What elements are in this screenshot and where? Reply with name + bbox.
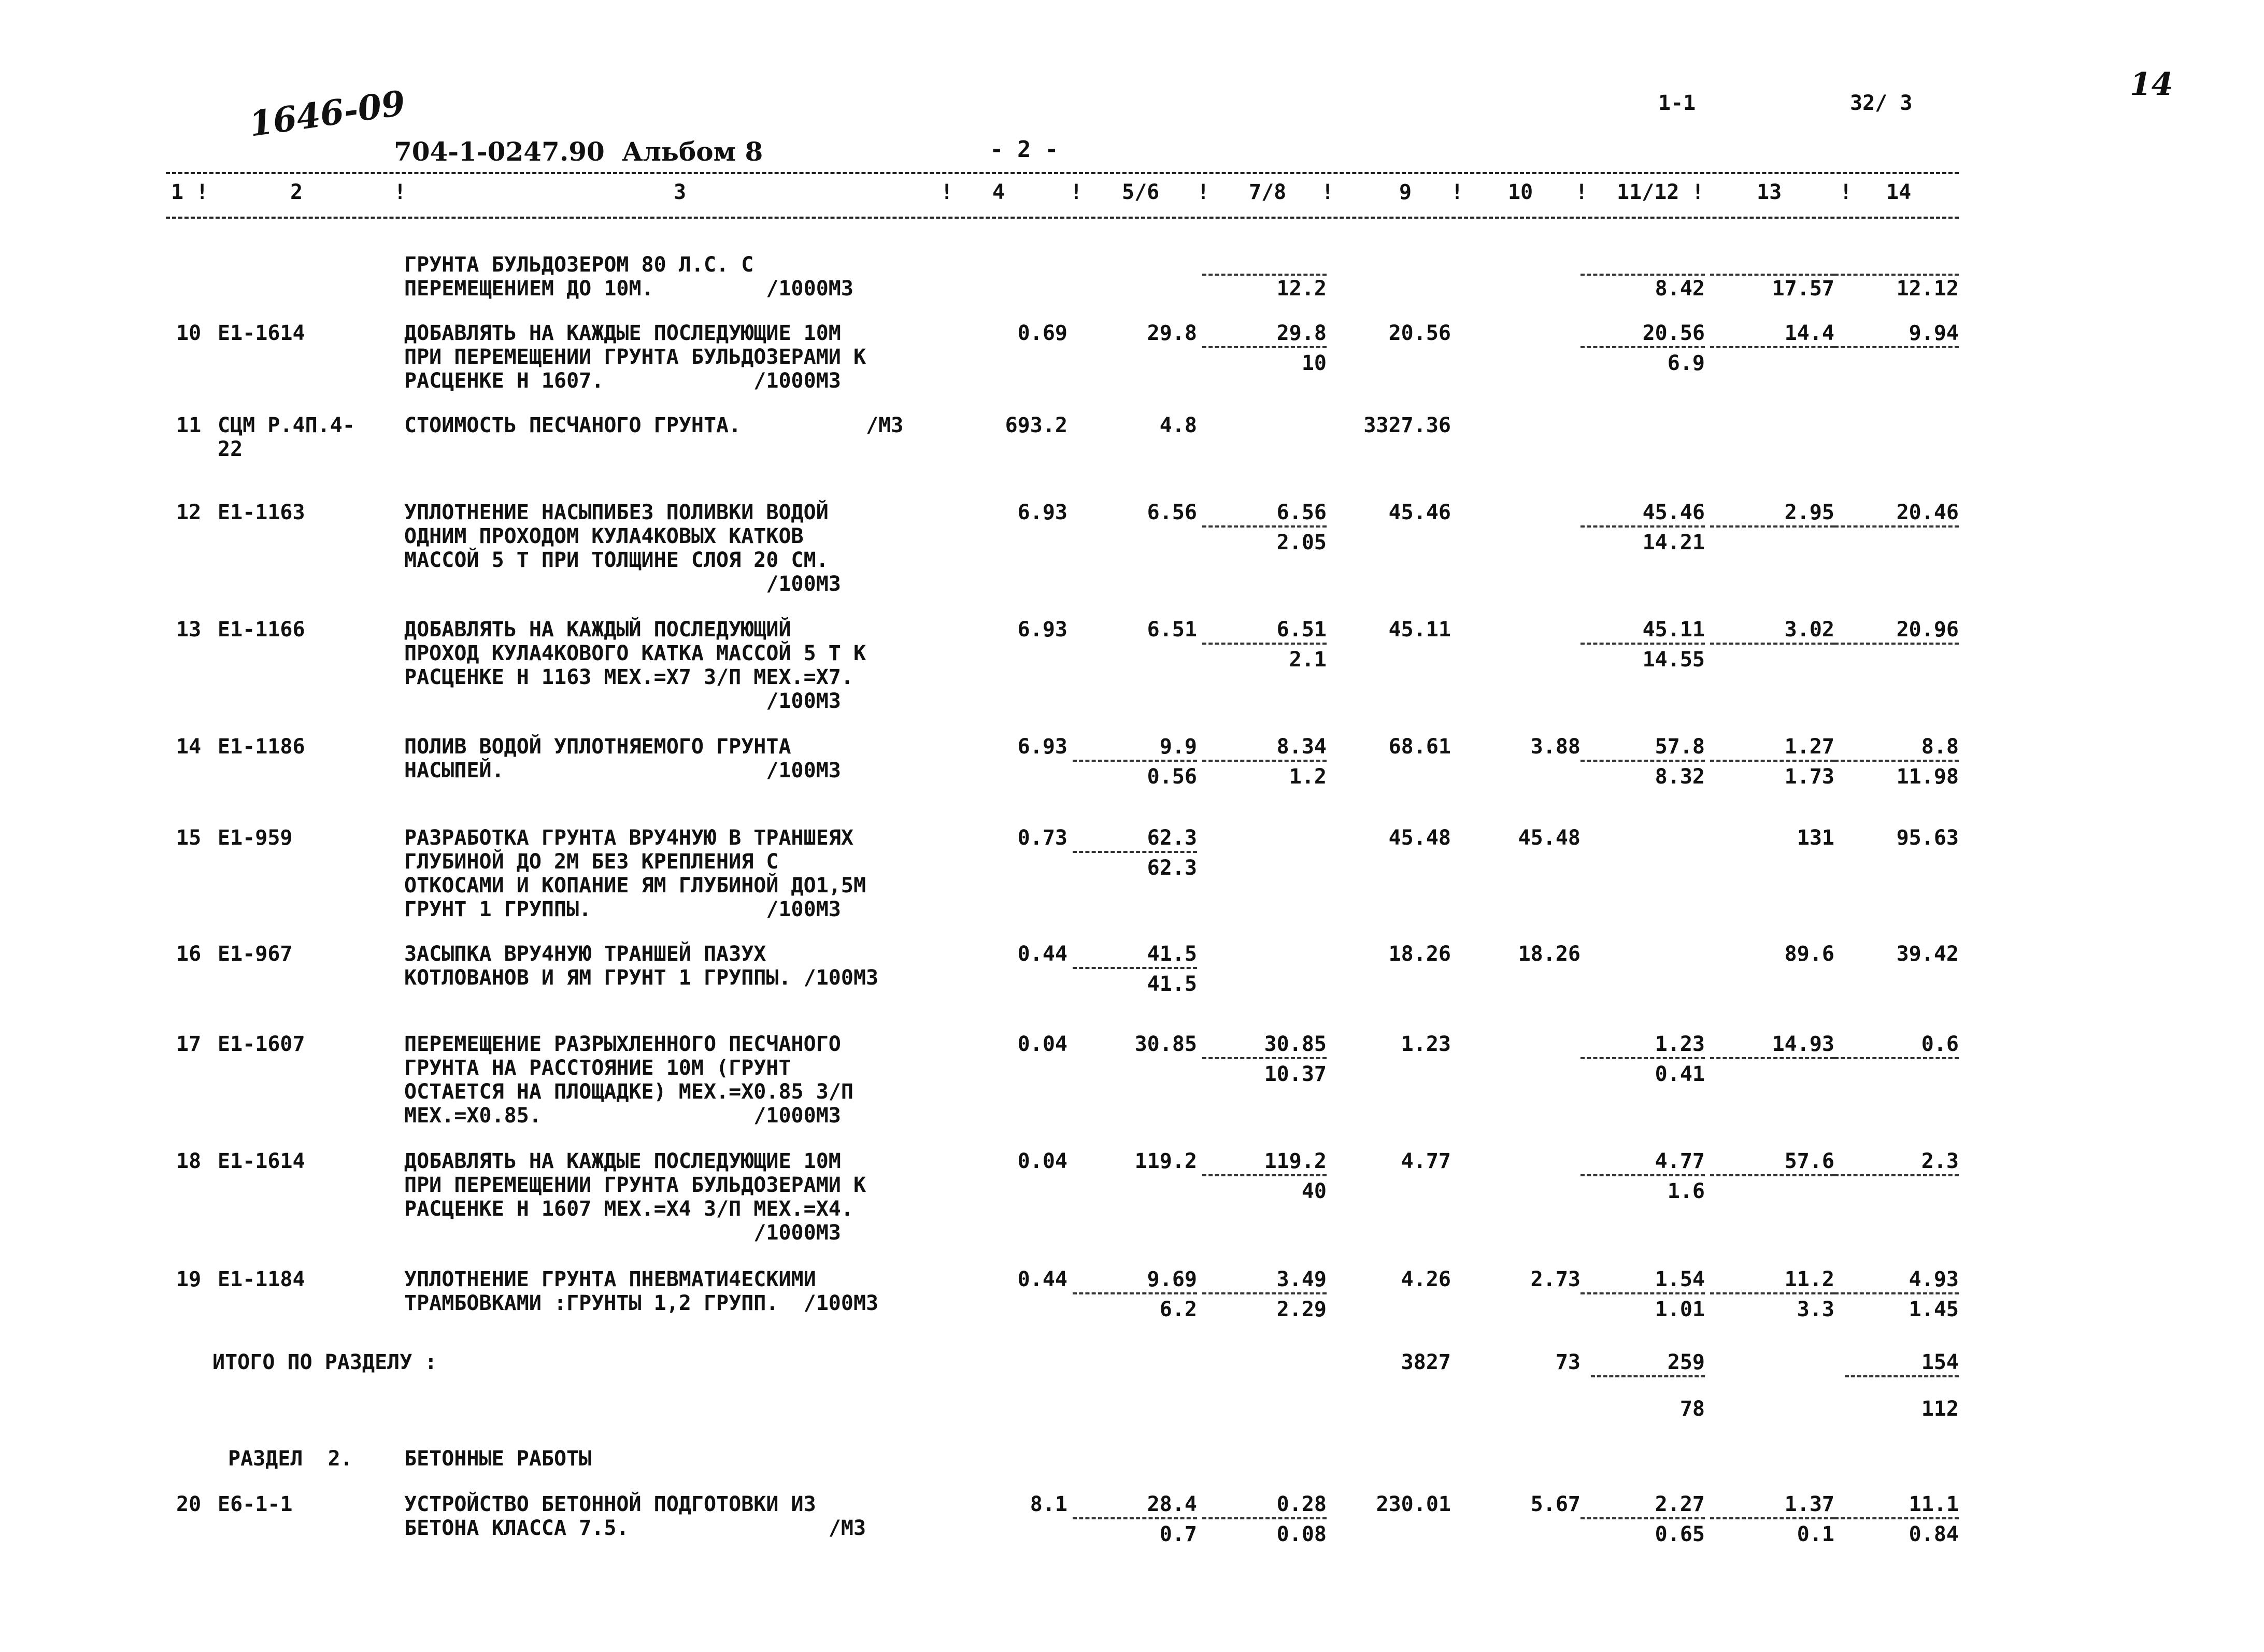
value-c56: 62.3 [1147, 826, 1197, 850]
fraction-line [1834, 1292, 1959, 1294]
column-separator: ! [1321, 180, 1334, 204]
fraction-line [1202, 1057, 1327, 1059]
value-c78: 6.56 [1276, 501, 1327, 524]
fraction-line [1834, 274, 1959, 276]
fraction-line [1710, 643, 1834, 645]
value-c78: 3.49 [1276, 1268, 1327, 1291]
value-c14: 8.8 [1921, 735, 1959, 759]
work-description-line: /1000М3 [404, 1221, 841, 1245]
value-c78b: 2.05 [1276, 531, 1327, 554]
value-c14: 9.94 [1909, 321, 1959, 345]
fraction-line [1073, 967, 1197, 969]
value-c13: 14.93 [1772, 1032, 1834, 1056]
norm-code: Е1-1614 [218, 1149, 305, 1173]
column-header: 5/6 [1122, 180, 1160, 204]
work-description-line: РАСЦЕНКЕ Н 1163 МЕХ.=Х7 З/П МЕХ.=Х7. [404, 665, 853, 689]
value-c9: 45.48 [1388, 826, 1451, 850]
norm-code: Е1-967 [218, 942, 293, 966]
total-c9: 3827 [1401, 1350, 1451, 1374]
column-separator: ! [394, 180, 407, 204]
work-description-line: УПЛОТНЕНИЕ ГРУНТА ПНЕВМАТИ4ЕСКИМИ [404, 1268, 816, 1291]
value-c14: 12.12 [1896, 277, 1959, 301]
value-c56: 4.8 [1159, 414, 1197, 437]
column-separator: ! [1451, 180, 1464, 204]
value-c56b: 0.56 [1147, 765, 1197, 789]
work-description-line: ГРУНТА БУЛЬДОЗЕРОМ 80 Л.С. С [404, 253, 754, 277]
column-header: 3 [674, 180, 687, 204]
value-c14: 20.46 [1896, 501, 1959, 524]
fraction-line [1834, 760, 1959, 762]
value-c56: 9.69 [1147, 1268, 1197, 1291]
column-header: 11/12 ! [1617, 180, 1704, 204]
value-c1112: 1.54 [1655, 1268, 1705, 1291]
total-c14-lower: 112 [1921, 1397, 1959, 1421]
value-c78b: 2.1 [1289, 648, 1327, 672]
total-c1112: 259 [1667, 1350, 1705, 1374]
norm-code: Е1-1186 [218, 735, 305, 759]
value-c1112: 45.46 [1642, 501, 1705, 524]
value-c14: 39.42 [1896, 942, 1959, 966]
column-header: 14 [1886, 180, 1912, 204]
value-c4: 0.04 [1017, 1032, 1067, 1056]
work-description-line: КОТЛОВАНОВ И ЯМ ГРУНТ 1 ГРУППЫ. /100М3 [404, 966, 879, 990]
row-number: 12 [176, 501, 202, 524]
value-c13: 1.37 [1784, 1492, 1834, 1516]
value-c56b: 6.2 [1159, 1298, 1197, 1321]
work-description-line: ТРАМБОВКАМИ :ГРУНТЫ 1,2 ГРУПП. /100М3 [404, 1291, 879, 1315]
fraction-line [1202, 274, 1327, 276]
row-number: 14 [176, 735, 202, 759]
value-c14: 0.6 [1921, 1032, 1959, 1056]
fraction-line [1202, 1292, 1327, 1294]
fraction-line [1073, 851, 1197, 853]
fraction-line [1710, 1292, 1834, 1294]
norm-code: Е1-1614 [218, 321, 305, 345]
work-description-line: БЕТОНА КЛАССА 7.5. /М3 [404, 1516, 866, 1540]
value-c1112: 57.8 [1655, 735, 1705, 759]
value-c78: 119.2 [1264, 1149, 1327, 1173]
value-c1112: 2.27 [1655, 1492, 1705, 1516]
norm-code: Е1-1607 [218, 1032, 305, 1056]
fraction-line [1073, 1292, 1197, 1294]
work-description-line: УСТРОЙСТВО БЕТОННОЙ ПОДГОТОВКИ ИЗ [404, 1492, 816, 1516]
value-c56: 9.9 [1159, 735, 1197, 759]
value-c1112: 4.77 [1655, 1149, 1705, 1173]
value-c14: 11.1 [1909, 1492, 1959, 1516]
column-separator: ! [1070, 180, 1083, 204]
fraction-line [1591, 1375, 1705, 1377]
fraction-line [1580, 643, 1705, 645]
value-c78b: 0.08 [1276, 1522, 1327, 1546]
norm-code: СЦМ Р.4П.4- [218, 414, 355, 437]
fraction-line [1202, 643, 1327, 645]
norm-code: Е1-1163 [218, 501, 305, 524]
value-c14: 4.93 [1909, 1268, 1959, 1291]
work-description-line: /100М3 [404, 572, 841, 596]
value-c9: 20.56 [1388, 321, 1451, 345]
value-c78b: 40 [1301, 1179, 1327, 1203]
value-c1112b: 14.55 [1642, 648, 1705, 672]
fraction-line [1580, 1057, 1705, 1059]
value-c13: 57.6 [1784, 1149, 1834, 1173]
value-c14: 20.96 [1896, 618, 1959, 642]
value-c13: 17.57 [1772, 277, 1834, 301]
value-c4: 6.93 [1017, 618, 1067, 642]
column-header: 9 [1399, 180, 1412, 204]
fraction-line [1710, 274, 1834, 276]
sheet-ref: 1-1 [1658, 91, 1696, 115]
value-c13b: 1.73 [1784, 765, 1834, 789]
norm-code-cont: 22 [218, 437, 243, 461]
header-top-rule [166, 172, 1959, 174]
value-c56b: 0.7 [1159, 1522, 1197, 1546]
value-c13: 131 [1797, 826, 1834, 850]
work-description-line: ДОБАВЛЯТЬ НА КАЖДЫЙ ПОСЛЕДУЮЩИЙ [404, 618, 791, 642]
norm-code: Е1-1184 [218, 1268, 305, 1291]
fraction-line [1845, 1375, 1959, 1377]
value-c56: 28.4 [1147, 1492, 1197, 1516]
value-c9: 45.46 [1388, 501, 1451, 524]
value-c4: 6.93 [1017, 735, 1067, 759]
value-c1112b: 1.6 [1667, 1179, 1705, 1203]
work-description-line: ПРИ ПЕРЕМЕЩЕНИИ ГРУНТА БУЛЬДОЗЕРАМИ К [404, 345, 866, 369]
row-number: 13 [176, 618, 202, 642]
header-bottom-rule [166, 217, 1959, 219]
work-description-line: ЗАСЫПКА ВРУ4НУЮ ТРАНШЕЙ ПАЗУХ [404, 942, 766, 966]
work-description-line: УПЛОТНЕНИЕ НАСЫПИБЕЗ ПОЛИВКИ ВОДОЙ [404, 501, 829, 524]
work-description-line: ОДНИМ ПРОХОДОМ КУЛА4КОВЫХ КАТКОВ [404, 524, 804, 548]
total-c10: 73 [1555, 1350, 1580, 1374]
value-c56: 6.56 [1147, 501, 1197, 524]
work-description-line: ДОБАВЛЯТЬ НА КАЖДЫЕ ПОСЛЕДУЮЩИЕ 10М [404, 1149, 841, 1173]
work-description-line: МАССОЙ 5 Т ПРИ ТОЛЩИНЕ СЛОЯ 20 СМ. [404, 548, 829, 572]
value-c56: 6.51 [1147, 618, 1197, 642]
fraction-line [1202, 525, 1327, 528]
value-c13: 11.2 [1784, 1268, 1834, 1291]
value-c13: 14.4 [1784, 321, 1834, 345]
doc-code: 704-1-0247.90 [394, 136, 605, 167]
work-description-line: СТОИМОСТЬ ПЕСЧАНОГО ГРУНТА. /М3 [404, 414, 904, 437]
total-c14: 154 [1921, 1350, 1959, 1374]
value-c4: 693.2 [1005, 414, 1067, 437]
value-c9: 3327.36 [1363, 414, 1451, 437]
value-c1112b: 1.01 [1655, 1298, 1705, 1321]
work-description-line: /100М3 [404, 689, 841, 713]
norm-code: Е1-1166 [218, 618, 305, 642]
fraction-line [1834, 346, 1959, 348]
value-c78: 8.34 [1276, 735, 1327, 759]
fraction-line [1073, 760, 1197, 762]
value-c9: 18.26 [1388, 942, 1451, 966]
work-description-line: ПРИ ПЕРЕМЕЩЕНИИ ГРУНТА БУЛЬДОЗЕРАМИ К [404, 1173, 866, 1197]
value-c14b: 0.84 [1909, 1522, 1959, 1546]
fraction-line [1580, 1517, 1705, 1519]
value-c78b: 2.29 [1276, 1298, 1327, 1321]
work-description-line: РАСЦЕНКЕ Н 1607 МЕХ.=Х4 З/П МЕХ.=Х4. [404, 1197, 853, 1221]
column-header: 1 ! [171, 180, 209, 204]
value-c9: 230.01 [1376, 1492, 1451, 1516]
value-c78b: 10 [1301, 351, 1327, 375]
row-number: 11 [176, 414, 202, 437]
column-separator: ! [941, 180, 953, 204]
value-c14b: 11.98 [1896, 765, 1959, 789]
fraction-line [1580, 1292, 1705, 1294]
fraction-line [1202, 1517, 1327, 1519]
fraction-line [1202, 760, 1327, 762]
value-c13: 1.27 [1784, 735, 1834, 759]
fraction-line [1580, 525, 1705, 528]
section-label: РАЗДЕЛ 2. [228, 1447, 353, 1471]
work-description-line: ПРОХОД КУЛА4КОВОГО КАТКА МАССОЙ 5 Т К [404, 642, 866, 665]
work-description-line: НАСЫПЕЙ. /100М3 [404, 759, 841, 782]
total-c1112-lower: 78 [1679, 1397, 1705, 1421]
sheet-number: 32/ 3 [1850, 91, 1913, 115]
value-c9: 45.11 [1388, 618, 1451, 642]
fraction-line [1834, 525, 1959, 528]
value-c78: 30.85 [1264, 1032, 1327, 1056]
value-c9: 4.77 [1401, 1149, 1451, 1173]
fraction-line [1834, 1057, 1959, 1059]
fraction-line [1202, 1174, 1327, 1176]
work-description-line: ГРУНТА НА РАССТОЯНИЕ 10М (ГРУНТ [404, 1056, 791, 1080]
value-c13b: 0.1 [1797, 1522, 1834, 1546]
fraction-line [1834, 1517, 1959, 1519]
value-c78: 29.8 [1276, 321, 1327, 345]
row-number: 20 [176, 1492, 202, 1516]
value-c1112: 20.56 [1642, 321, 1705, 345]
fraction-line [1834, 1174, 1959, 1176]
value-c1112b: 6.9 [1667, 351, 1705, 375]
value-c13: 2.95 [1784, 501, 1834, 524]
fraction-line [1710, 1517, 1834, 1519]
value-c10: 2.73 [1530, 1268, 1580, 1291]
column-header: 7/8 [1249, 180, 1287, 204]
value-c4: 0.44 [1017, 1268, 1067, 1291]
row-number: 18 [176, 1149, 202, 1173]
norm-code: Е1-959 [218, 826, 293, 850]
value-c1112b: 0.41 [1655, 1062, 1705, 1086]
fraction-line [1580, 274, 1705, 276]
value-c78b: 10.37 [1264, 1062, 1327, 1086]
section-total-label: ИТОГО ПО РАЗДЕЛУ : [212, 1350, 437, 1374]
album-label: Альбом 8 [622, 136, 763, 167]
handwritten-page-number: 14 [2130, 66, 2173, 103]
row-number: 10 [176, 321, 202, 345]
work-description-line: МЕХ.=Х0.85. /1000М3 [404, 1104, 841, 1128]
value-c9: 1.23 [1401, 1032, 1451, 1056]
value-c56: 119.2 [1134, 1149, 1197, 1173]
column-separator: ! [1197, 180, 1210, 204]
fraction-line [1580, 760, 1705, 762]
work-description-line: ПОЛИВ ВОДОЙ УПЛОТНЯЕМОГО ГРУНТА [404, 735, 791, 759]
section-title: БЕТОННЫЕ РАБОТЫ [404, 1447, 592, 1471]
value-c1112b: 0.65 [1655, 1522, 1705, 1546]
fraction-line [1710, 346, 1834, 348]
value-c10: 45.48 [1518, 826, 1580, 850]
value-c1112b: 14.21 [1642, 531, 1705, 554]
work-description-line: ДОБАВЛЯТЬ НА КАЖДЫЕ ПОСЛЕДУЮЩИЕ 10М [404, 321, 841, 345]
fraction-line [1202, 346, 1327, 348]
column-separator: ! [1840, 180, 1853, 204]
value-c13: 3.02 [1784, 618, 1834, 642]
value-c10: 18.26 [1518, 942, 1580, 966]
value-c78: 0.28 [1276, 1492, 1327, 1516]
value-c1112: 1.23 [1655, 1032, 1705, 1056]
column-header: 13 [1757, 180, 1782, 204]
fraction-line [1710, 525, 1834, 528]
norm-code: Е6-1-1 [218, 1492, 293, 1516]
fraction-line [1710, 760, 1834, 762]
row-number: 19 [176, 1268, 202, 1291]
column-separator: ! [1575, 180, 1588, 204]
work-description-line: ОСТАЕТСЯ НА ПЛОЩАДКЕ) МЕХ.=Х0.85 З/П [404, 1080, 853, 1104]
value-c56: 41.5 [1147, 942, 1197, 966]
value-c1112: 8.42 [1655, 277, 1705, 301]
value-c4: 0.44 [1017, 942, 1067, 966]
column-header: 2 [290, 180, 303, 204]
work-description-line: ОТКОСАМИ И КОПАНИЕ ЯМ ГЛУБИНОЙ ДО1,5М [404, 874, 866, 898]
work-description-line: ПЕРЕМЕЩЕНИЕ РАЗРЫХЛЕННОГО ПЕСЧАНОГО [404, 1032, 841, 1056]
value-c1112b: 8.32 [1655, 765, 1705, 789]
handwritten-code: 1646-09 [247, 82, 408, 145]
value-c10: 5.67 [1530, 1492, 1580, 1516]
work-description-line: ГРУНТ 1 ГРУППЫ. /100М3 [404, 898, 841, 921]
value-c78: 6.51 [1276, 618, 1327, 642]
value-c10: 3.88 [1530, 735, 1580, 759]
value-c56b: 41.5 [1147, 972, 1197, 996]
page-label: - 2 - [990, 136, 1059, 163]
work-description-line: ГЛУБИНОЙ ДО 2М БЕЗ КРЕПЛЕНИЯ С [404, 850, 779, 874]
value-c1112: 45.11 [1642, 618, 1705, 642]
work-description-line: ПЕРЕМЕЩЕНИЕМ ДО 10М. /1000М3 [404, 277, 853, 301]
row-number: 16 [176, 942, 202, 966]
value-c9: 68.61 [1388, 735, 1451, 759]
value-c56b: 62.3 [1147, 856, 1197, 880]
value-c14: 2.3 [1921, 1149, 1959, 1173]
fraction-line [1073, 1517, 1197, 1519]
value-c14: 95.63 [1896, 826, 1959, 850]
row-number: 15 [176, 826, 202, 850]
value-c56: 30.85 [1134, 1032, 1197, 1056]
fraction-line [1580, 1174, 1705, 1176]
row-number: 17 [176, 1032, 202, 1056]
value-c78: 12.2 [1276, 277, 1327, 301]
value-c9: 4.26 [1401, 1268, 1451, 1291]
work-description-line: РАЗРАБОТКА ГРУНТА ВРУ4НУЮ В ТРАНШЕЯХ [404, 826, 853, 850]
column-header: 10 [1508, 180, 1533, 204]
value-c4: 0.69 [1017, 321, 1067, 345]
fraction-line [1710, 1174, 1834, 1176]
value-c14b: 1.45 [1909, 1298, 1959, 1321]
fraction-line [1710, 1057, 1834, 1059]
value-c4: 8.1 [1030, 1492, 1067, 1516]
column-header: 4 [992, 180, 1005, 204]
fraction-line [1834, 643, 1959, 645]
value-c13: 89.6 [1784, 942, 1834, 966]
work-description-line: РАСЦЕНКЕ Н 1607. /1000М3 [404, 369, 841, 393]
value-c78b: 1.2 [1289, 765, 1327, 789]
value-c56: 29.8 [1147, 321, 1197, 345]
value-c4: 0.73 [1017, 826, 1067, 850]
value-c4: 6.93 [1017, 501, 1067, 524]
value-c13b: 3.3 [1797, 1298, 1834, 1321]
fraction-line [1580, 346, 1705, 348]
value-c4: 0.04 [1017, 1149, 1067, 1173]
